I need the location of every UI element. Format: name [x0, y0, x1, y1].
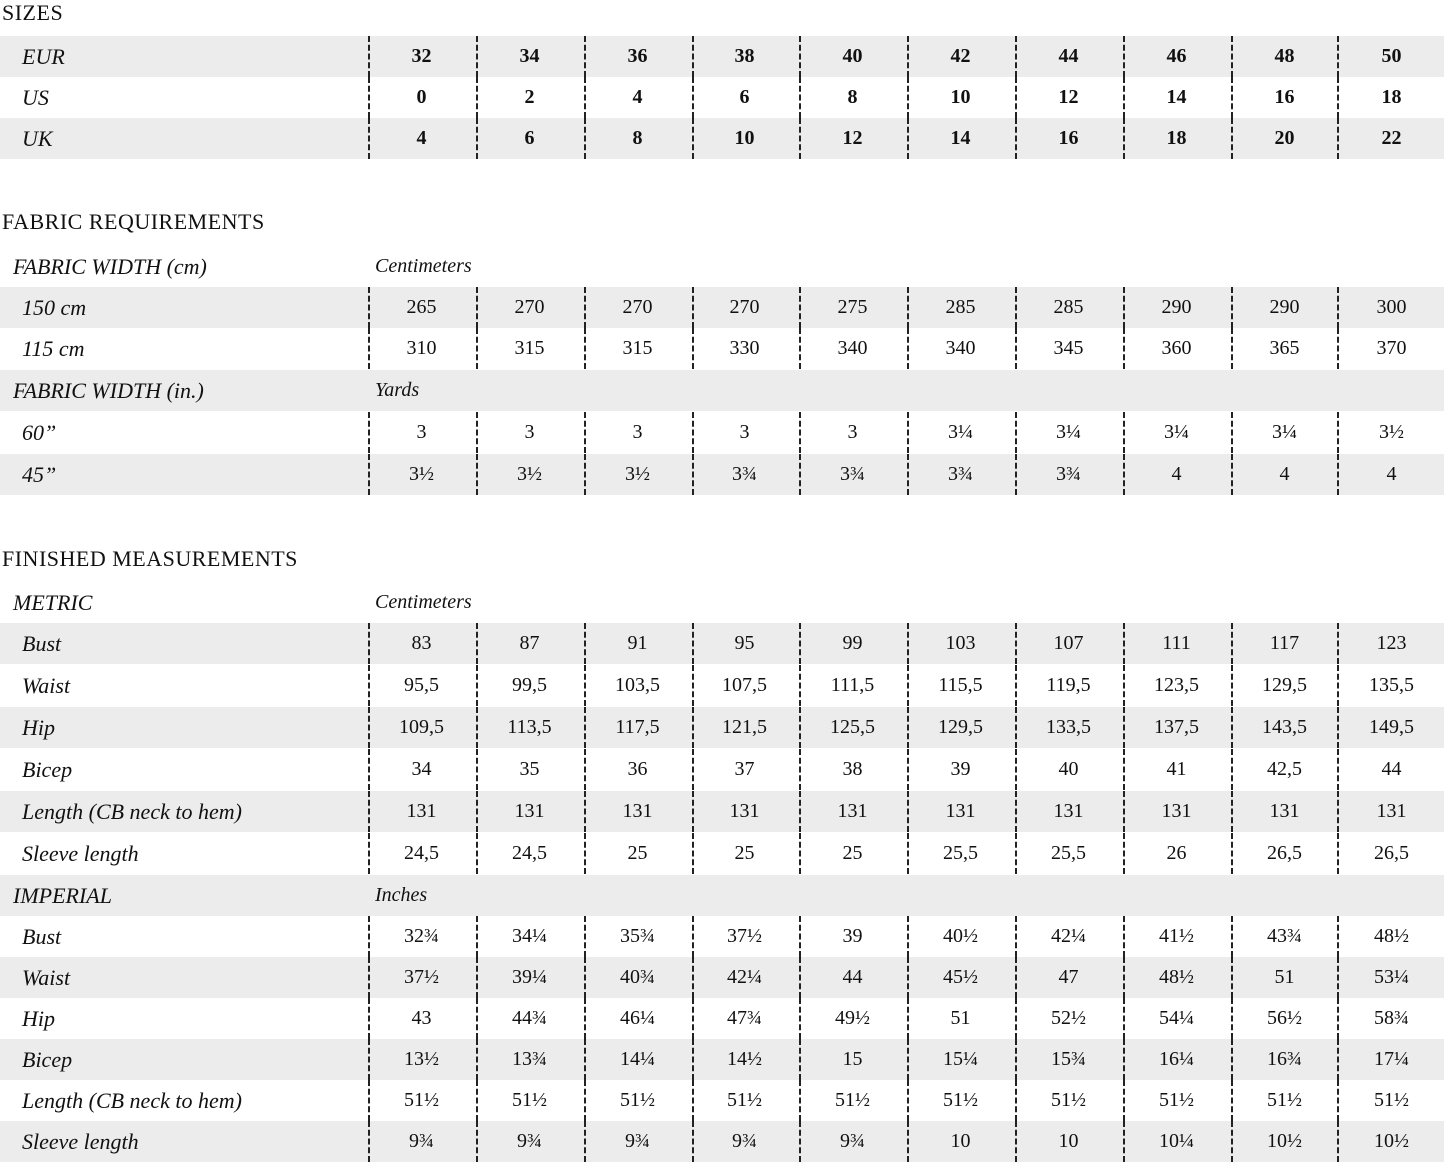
table-cell: 4: [416, 127, 427, 149]
table-cell: 117: [1269, 632, 1300, 654]
imperial-row: [0, 1121, 1444, 1162]
table-cell: 43: [411, 1007, 432, 1029]
row-label: Sleeve length: [22, 840, 139, 866]
table-cell: 35: [519, 758, 540, 780]
table-cell: 32: [411, 45, 432, 67]
table-cell: 131: [945, 800, 976, 822]
table-cell: 34: [519, 45, 540, 67]
table-cell: 46¼: [620, 1007, 655, 1029]
table-cell: 3: [632, 421, 643, 443]
table-cell: 52½: [1051, 1007, 1086, 1029]
table-cell: 129,5: [1262, 674, 1307, 696]
row-label: 115 cm: [22, 335, 85, 361]
table-cell: 0: [416, 86, 427, 108]
table-cell: 3½: [517, 463, 542, 485]
table-cell: 51½: [1267, 1089, 1302, 1111]
table-cell: 10½: [1374, 1130, 1409, 1152]
table-cell: 103: [945, 632, 976, 654]
table-cell: 4: [1171, 463, 1182, 485]
table-cell: 370: [1376, 337, 1407, 359]
table-cell: 18: [1166, 127, 1187, 149]
table-cell: 131: [1269, 800, 1300, 822]
table-cell: 315: [514, 337, 545, 359]
imperial-row: [0, 998, 1444, 1039]
table-cell: 43¾: [1267, 925, 1302, 947]
table-cell: 44: [842, 966, 863, 988]
imperial-row: [0, 1039, 1444, 1080]
fabric-requirements-title: FABRIC REQUIREMENTS: [2, 209, 265, 234]
table-cell: 32¾: [404, 925, 439, 947]
size-row: [0, 77, 1444, 118]
row-label: Bust: [22, 923, 62, 949]
metric-header: [0, 582, 1444, 623]
table-cell: 109,5: [399, 716, 444, 738]
table-cell: 36: [627, 45, 648, 67]
table-cell: 8: [632, 127, 643, 149]
table-cell: 14½: [727, 1048, 762, 1070]
table-cell: 6: [739, 86, 750, 108]
table-cell: 131: [729, 800, 760, 822]
table-cell: 34¼: [512, 925, 547, 947]
table-cell: 41: [1166, 758, 1187, 780]
table-cell: 83: [411, 632, 432, 654]
imperial-row: [0, 1080, 1444, 1121]
imperial-row: [0, 957, 1444, 998]
table-cell: 15: [842, 1048, 863, 1070]
table-cell: 38: [842, 758, 863, 780]
table-cell: 44¾: [512, 1007, 547, 1029]
table-cell: 16¾: [1267, 1048, 1302, 1070]
table-cell: 37½: [404, 966, 439, 988]
table-cell: 40: [1058, 758, 1079, 780]
table-cell: 51½: [1374, 1089, 1409, 1111]
table-cell: 12: [1058, 86, 1079, 108]
table-cell: 270: [729, 296, 760, 318]
table-cell: 270: [514, 296, 545, 318]
table-cell: 95: [734, 632, 755, 654]
table-cell: 91: [627, 632, 648, 654]
row-label: EUR: [22, 43, 65, 69]
table-cell: 25: [734, 842, 755, 864]
table-cell: 51½: [404, 1089, 439, 1111]
row-label: Bicep: [22, 756, 73, 782]
row-label: Hip: [22, 1005, 55, 1031]
table-cell: 9¾: [840, 1130, 865, 1152]
table-cell: 10¼: [1159, 1130, 1194, 1152]
row-label: 45”: [22, 461, 57, 487]
fabric-row: [0, 287, 1444, 328]
table-cell: 3½: [409, 463, 434, 485]
table-cell: 4: [1386, 463, 1397, 485]
table-cell: 41½: [1159, 925, 1194, 947]
table-cell: 47: [1058, 966, 1079, 988]
table-cell: 119,5: [1046, 674, 1091, 696]
unit-label: Yards: [375, 379, 420, 401]
row-label: Hip: [22, 714, 55, 740]
table-cell: 50: [1381, 45, 1402, 67]
table-cell: 111: [1162, 632, 1191, 654]
metric-row: [0, 749, 1444, 790]
table-cell: 4: [1279, 463, 1290, 485]
subsection-label: METRIC: [13, 589, 93, 615]
table-cell: 131: [1053, 800, 1084, 822]
table-cell: 275: [837, 296, 868, 318]
table-cell: 3: [847, 421, 858, 443]
table-cell: 51½: [727, 1089, 762, 1111]
row-label: 60”: [22, 419, 57, 445]
metric-row: [0, 833, 1444, 874]
table-cell: 51½: [943, 1089, 978, 1111]
table-cell: 24,5: [512, 842, 547, 864]
table-cell: 51½: [620, 1089, 655, 1111]
table-cell: 115,5: [938, 674, 983, 696]
table-cell: 48½: [1374, 925, 1409, 947]
table-cell: 40½: [943, 925, 978, 947]
table-cell: 365: [1269, 337, 1300, 359]
table-cell: 143,5: [1262, 716, 1307, 738]
table-cell: 121,5: [722, 716, 767, 738]
table-cell: 131: [837, 800, 868, 822]
subsection-label: FABRIC WIDTH (cm): [13, 253, 207, 279]
table-cell: 310: [406, 337, 437, 359]
table-cell: 34: [411, 758, 432, 780]
table-cell: 3: [416, 421, 427, 443]
row-label: Length (CB neck to hem): [22, 798, 242, 824]
table-cell: 340: [837, 337, 868, 359]
table-cell: 12: [842, 127, 863, 149]
table-cell: 40: [842, 45, 863, 67]
table-cell: 9¾: [732, 1130, 757, 1152]
table-cell: 39: [842, 925, 863, 947]
table-cell: 10½: [1267, 1130, 1302, 1152]
table-cell: 58¾: [1374, 1007, 1409, 1029]
table-cell: 35¾: [620, 925, 655, 947]
table-cell: 14: [950, 127, 971, 149]
metric-row: [0, 665, 1444, 706]
table-cell: 345: [1053, 337, 1084, 359]
row-label: Bust: [22, 630, 62, 656]
table-cell: 25,5: [1051, 842, 1086, 864]
table-cell: 3: [739, 421, 750, 443]
table-cell: 49½: [835, 1007, 870, 1029]
table-cell: 25: [842, 842, 863, 864]
table-cell: 42,5: [1267, 758, 1302, 780]
table-cell: 14¼: [620, 1048, 655, 1070]
table-cell: 285: [1053, 296, 1084, 318]
metric-row: [0, 791, 1444, 832]
table-cell: 51: [1274, 966, 1295, 988]
table-cell: 42: [950, 45, 971, 67]
fabric-row: [0, 328, 1444, 369]
table-cell: 24,5: [404, 842, 439, 864]
metric-row: [0, 623, 1444, 664]
table-cell: 42¼: [1051, 925, 1086, 947]
table-cell: 54¼: [1159, 1007, 1194, 1029]
table-cell: 285: [945, 296, 976, 318]
table-cell: 135,5: [1369, 674, 1414, 696]
size-row: [0, 118, 1444, 159]
table-cell: 2: [524, 86, 535, 108]
table-cell: 51½: [1051, 1089, 1086, 1111]
table-cell: 111,5: [830, 674, 875, 696]
table-cell: 25,5: [943, 842, 978, 864]
size-row: [0, 36, 1444, 77]
table-cell: 3¼: [948, 421, 973, 443]
table-cell: 51½: [835, 1089, 870, 1111]
table-cell: 129,5: [938, 716, 983, 738]
table-cell: 87: [519, 632, 540, 654]
table-cell: 10: [950, 1130, 971, 1152]
table-cell: 10: [950, 86, 971, 108]
row-label: Waist: [22, 672, 71, 698]
table-cell: 16: [1058, 127, 1079, 149]
table-cell: 290: [1161, 296, 1192, 318]
table-cell: 3¼: [1056, 421, 1081, 443]
imperial-header: [0, 875, 1444, 916]
table-cell: 3¼: [1164, 421, 1189, 443]
table-cell: 8: [847, 86, 858, 108]
table-cell: 46: [1166, 45, 1187, 67]
table-cell: 99: [842, 632, 863, 654]
table-cell: 51: [950, 1007, 971, 1029]
table-cell: 131: [406, 800, 437, 822]
table-cell: 330: [729, 337, 760, 359]
fabric-width-cm-header: [0, 246, 1444, 287]
table-cell: 51½: [512, 1089, 547, 1111]
table-cell: 17¼: [1374, 1048, 1409, 1070]
table-cell: 99,5: [512, 674, 547, 696]
table-cell: 9¾: [625, 1130, 650, 1152]
table-cell: 16: [1274, 86, 1295, 108]
table-cell: 39¼: [512, 966, 547, 988]
table-cell: 40¾: [620, 966, 655, 988]
table-cell: 131: [514, 800, 545, 822]
table-cell: 48: [1274, 45, 1295, 67]
table-cell: 3: [524, 421, 535, 443]
table-cell: 95,5: [404, 674, 439, 696]
unit-label: Centimeters: [375, 255, 472, 277]
table-cell: 44: [1381, 758, 1402, 780]
table-cell: 22: [1381, 127, 1402, 149]
table-cell: 36: [627, 758, 648, 780]
table-cell: 18: [1381, 86, 1402, 108]
table-cell: 9¾: [409, 1130, 434, 1152]
table-cell: 42¼: [727, 966, 762, 988]
table-cell: 107,5: [722, 674, 767, 696]
imperial-row: [0, 916, 1444, 957]
table-cell: 131: [1376, 800, 1407, 822]
table-cell: 360: [1161, 337, 1192, 359]
row-label: Waist: [22, 964, 71, 990]
table-cell: 13½: [404, 1048, 439, 1070]
table-cell: 113,5: [507, 716, 552, 738]
table-cell: 3¾: [948, 463, 973, 485]
table-cell: 300: [1376, 296, 1407, 318]
table-cell: 44: [1058, 45, 1079, 67]
fabric-row: [0, 454, 1444, 495]
table-cell: 16¼: [1159, 1048, 1194, 1070]
table-cell: 9¾: [517, 1130, 542, 1152]
table-cell: 103,5: [615, 674, 660, 696]
table-cell: 3¼: [1272, 421, 1297, 443]
table-cell: 25: [627, 842, 648, 864]
fabric-width-in-header: [0, 370, 1444, 411]
metric-row: [0, 707, 1444, 748]
table-cell: 6: [524, 127, 535, 149]
table-cell: 14: [1166, 86, 1187, 108]
table-cell: 137,5: [1154, 716, 1199, 738]
table-cell: 51½: [1159, 1089, 1194, 1111]
table-cell: 56½: [1267, 1007, 1302, 1029]
unit-label: Inches: [375, 884, 428, 906]
row-label: US: [22, 84, 49, 110]
table-cell: 26: [1166, 842, 1187, 864]
table-cell: 107: [1053, 632, 1084, 654]
table-cell: 20: [1274, 127, 1295, 149]
table-cell: 315: [622, 337, 653, 359]
table-cell: 340: [945, 337, 976, 359]
table-cell: 3¾: [840, 463, 865, 485]
table-cell: 3½: [625, 463, 650, 485]
table-cell: 131: [622, 800, 653, 822]
table-cell: 38: [734, 45, 755, 67]
fabric-row: [0, 412, 1444, 453]
unit-label: Centimeters: [375, 591, 472, 613]
row-label: Bicep: [22, 1046, 73, 1072]
row-label: Sleeve length: [22, 1128, 139, 1154]
table-cell: 10: [734, 127, 755, 149]
finished-measurements-title: FINISHED MEASUREMENTS: [2, 546, 298, 571]
table-cell: 125,5: [830, 716, 875, 738]
table-cell: 149,5: [1369, 716, 1414, 738]
table-cell: 4: [632, 86, 643, 108]
row-label: UK: [22, 125, 53, 151]
sizes-title: SIZES: [2, 0, 64, 25]
table-cell: 3½: [1379, 421, 1404, 443]
table-cell: 26,5: [1267, 842, 1302, 864]
table-cell: 270: [622, 296, 653, 318]
subsection-label: FABRIC WIDTH (in.): [13, 377, 204, 403]
table-cell: 10: [1058, 1130, 1079, 1152]
table-cell: 53¼: [1374, 966, 1409, 988]
table-cell: 26,5: [1374, 842, 1409, 864]
table-cell: 123: [1376, 632, 1407, 654]
table-cell: 48½: [1159, 966, 1194, 988]
table-cell: 15¼: [943, 1048, 978, 1070]
subsection-label: IMPERIAL: [13, 882, 112, 908]
table-cell: 45½: [943, 966, 978, 988]
table-cell: 15¾: [1051, 1048, 1086, 1070]
table-cell: 117,5: [615, 716, 660, 738]
table-cell: 37½: [727, 925, 762, 947]
table-cell: 13¾: [512, 1048, 547, 1070]
table-cell: 37: [734, 758, 755, 780]
row-label: Length (CB neck to hem): [22, 1087, 242, 1113]
table-cell: 131: [1161, 800, 1192, 822]
row-label: 150 cm: [22, 294, 87, 320]
table-cell: 3¾: [1056, 463, 1081, 485]
table-cell: 290: [1269, 296, 1300, 318]
table-cell: 133,5: [1046, 716, 1091, 738]
table-cell: 265: [406, 296, 437, 318]
table-cell: 123,5: [1154, 674, 1199, 696]
table-cell: 39: [950, 758, 971, 780]
table-cell: 3¾: [732, 463, 757, 485]
table-cell: 47¾: [727, 1007, 762, 1029]
